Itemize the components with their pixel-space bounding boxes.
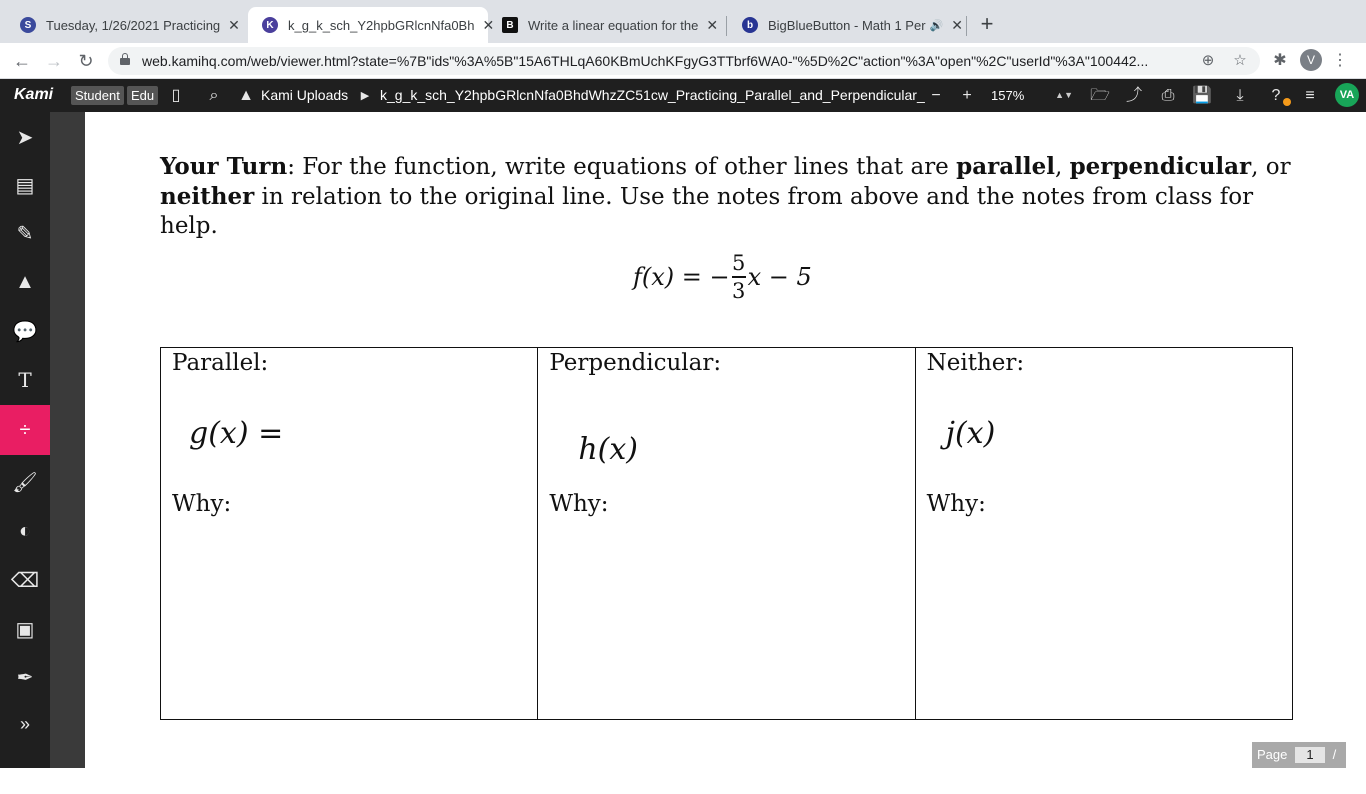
tab-title: Tuesday, 1/26/2021 Practicing [46,17,221,33]
why-label: Why: [926,491,986,517]
close-tab-icon[interactable]: ✕ [951,16,963,33]
hamburger-menu-icon[interactable]: ≡ [1305,87,1315,104]
zoom-out-icon[interactable]: − [931,87,941,104]
browser-tab-linear-equation[interactable] [488,7,726,43]
student-badge: Student [71,86,124,105]
sidebar-toggle-icon[interactable]: ▯ [171,87,181,104]
page-total: / 1 [1257,747,1337,788]
perpendicular-equation-annotation[interactable]: h(x) [578,432,638,467]
dictionary-icon[interactable]: ✎ [16,222,34,245]
browser-toolbar [0,43,1366,79]
bigbluebutton-favicon-icon: b [742,17,758,33]
expand-chevrons-icon[interactable]: » [19,713,30,734]
pdf-page[interactable] [85,112,1366,768]
browser-tab-kami[interactable] [248,7,495,43]
address-bar[interactable] [108,47,1260,75]
kami-tool-rail [0,112,50,768]
column-heading: Neither: [926,350,1025,376]
lock-icon [120,53,130,65]
download-icon[interactable]: ⤓ [1236,87,1244,104]
tab-title: Write a linear equation for the [528,17,699,33]
parallel-equation-annotation[interactable]: g(x) = [189,416,284,451]
add-image-icon[interactable]: ▣ [15,618,35,641]
bookmark-star-icon[interactable]: ☆ [1233,52,1247,69]
reload-icon[interactable]: ↻ [78,51,94,71]
text-tool-icon[interactable]: T [18,368,32,392]
browser-tab-bigbluebutton[interactable] [728,7,966,43]
edu-badge: Edu [127,86,158,105]
tab-title: k_g_k_sch_Y2hpbGRlcnNfa0Bh [288,17,475,33]
forward-arrow-icon[interactable]: → [45,51,63,71]
parallel-column[interactable] [161,348,538,719]
schoology-favicon-icon: S [20,17,36,33]
browser-menu-icon[interactable]: ⋮ [1332,52,1348,69]
print-icon[interactable]: ⎙ [1161,87,1175,104]
signature-pen-icon[interactable]: ✒ [16,666,34,689]
chevron-right-icon: ▶ [360,90,370,102]
comment-icon[interactable]: 💬 [12,320,38,343]
updown-arrows-icon: ▲▼ [1055,90,1073,100]
close-tab-icon[interactable]: ✕ [706,16,719,33]
column-heading: Parallel: [172,350,269,376]
answer-table [160,347,1293,720]
eraser-icon[interactable]: ⌫ [10,569,40,592]
tab-separator [966,16,967,36]
text-highlight-icon[interactable]: ▲ [15,270,35,293]
shapes-icon[interactable]: ◐ [18,519,32,542]
install-app-icon[interactable]: ⊕ [1201,52,1215,69]
kami-logo: Kami [14,86,54,103]
kami-favicon-icon: K [262,17,278,33]
document-gutter [50,112,85,768]
markup-icon[interactable]: ▤ [15,174,35,197]
file-name[interactable]: k_g_k_sch_Y2hpbGRlcnNfa0BhdWhzZC51cw_Practicing_Parallel_and_Perpendicular_ [380,87,925,103]
perpendicular-column[interactable] [538,348,915,719]
tab-separator [726,16,727,36]
url-text[interactable]: web.kamihq.com/web/viewer.html?state=%7B"ids"%3A%5B"15A6THLqA60KBmUchKFgyG3TTbrf6WA0-"%5D%2C"action"%3A"open"%2C"userId"%3A"100442... [142,53,1149,69]
browser-tab-practicing[interactable] [6,7,246,43]
fraction-denominator: 3 [731,278,746,303]
instructions-text: Your Turn: For the function, write equations of other lines that are parallel, perpendicular, or neither in relation to the original line. Use the notes from above and the notes from class for help. [160,153,1291,239]
fraction-numerator: 5 [731,251,746,275]
why-label: Why: [172,491,232,517]
neither-column[interactable] [916,348,1292,719]
fraction [732,250,746,304]
equation-lhs: f(x) = − [633,262,730,291]
close-tab-icon[interactable]: ✕ [228,16,240,33]
user-avatar[interactable]: VA [1335,83,1359,107]
zoom-in-icon[interactable]: + [962,87,972,104]
notification-dot [1283,98,1291,106]
profile-avatar[interactable]: V [1300,49,1322,71]
column-heading: Perpendicular: [549,350,722,376]
tab-title: BigBlueButton - Math 1 Per [768,17,926,33]
google-drive-icon[interactable]: ▲ [238,87,254,104]
search-icon[interactable]: ⌕ [209,87,219,104]
zoom-select[interactable] [985,85,1077,106]
page-number-input[interactable]: 1 [1295,747,1325,763]
save-icon[interactable]: 💾 [1192,87,1212,104]
new-tab-button[interactable]: + [980,11,994,36]
help-icon[interactable]: ? [1271,87,1281,104]
neither-equation-annotation[interactable]: j(x) [945,416,996,451]
browser-tab-strip [0,0,1366,43]
close-tab-icon[interactable]: ✕ [482,16,495,33]
select-cursor-icon[interactable]: ➤ [16,126,34,149]
page-indicator [1252,742,1346,788]
equation-rhs: x − 5 [747,262,812,291]
kami-top-bar [0,79,1366,112]
extensions-puzzle-icon[interactable]: ✱ [1273,52,1287,69]
share-icon[interactable]: ⤴ [1125,87,1142,104]
page-label: Page [1257,747,1288,762]
zoom-value: 157% [991,88,1025,103]
open-folder-icon[interactable]: 🗁 [1090,87,1110,104]
brainly-favicon-icon: B [502,17,518,33]
speaker-icon[interactable]: 🔊 [929,19,944,32]
drawing-brush-icon[interactable]: 🖌 [12,471,38,494]
function-equation [633,250,812,304]
why-label: Why: [549,491,609,517]
breadcrumb-root[interactable]: Kami Uploads [261,87,349,103]
back-arrow-icon[interactable]: ← [13,51,31,71]
equation-icon[interactable]: ÷ [0,405,50,455]
